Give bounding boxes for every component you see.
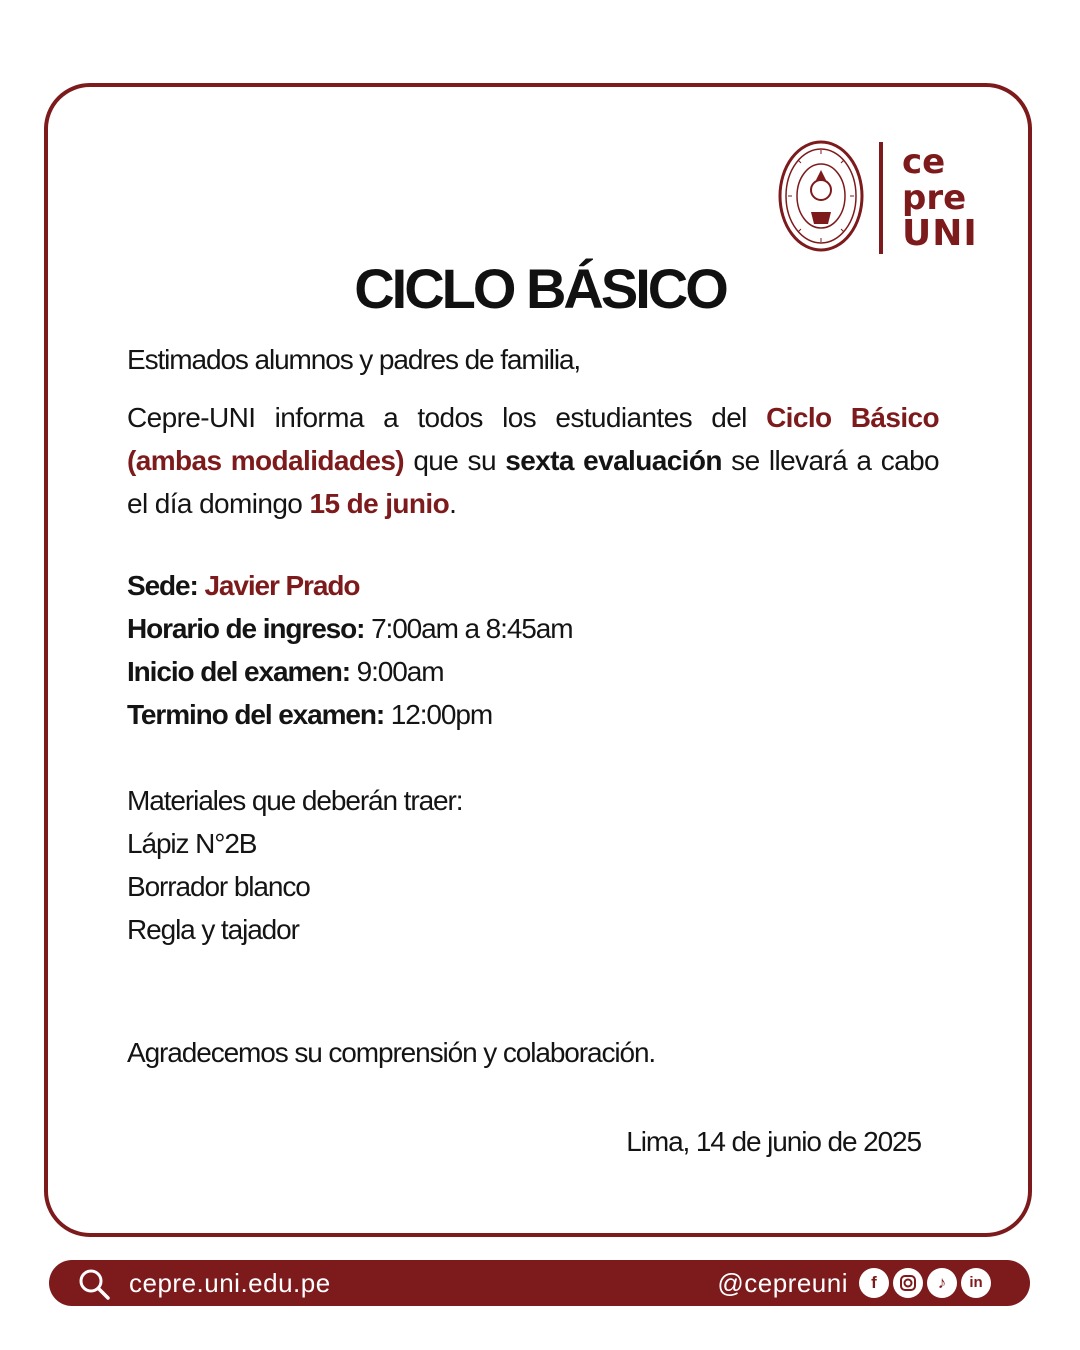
announcement-text-1: Cepre-UNI informa a todos los estudiantes del (127, 402, 767, 433)
termino-label: Termino del examen: (127, 699, 385, 730)
material-item: Regla y tajador (127, 914, 299, 945)
sede-line (127, 570, 359, 602)
logo-divider (879, 142, 883, 254)
announcement-text-4: . (449, 488, 457, 519)
brand-line-1: ce (902, 142, 946, 182)
instagram-icon[interactable] (893, 1268, 923, 1298)
social-handle[interactable]: @cepreuni (717, 1268, 848, 1298)
date-highlight: 15 de junio (309, 488, 450, 519)
ingreso-label: Horario de ingreso: (127, 613, 365, 644)
evaluation-highlight: sexta evaluación (505, 445, 722, 476)
inicio-label: Inicio del examen: (127, 656, 350, 687)
website-link[interactable]: cepre.uni.edu.pe (129, 1268, 331, 1298)
termino-line (127, 699, 492, 731)
page-title: CICLO BÁSICO (354, 257, 726, 320)
tiktok-icon[interactable]: ♪ (927, 1268, 957, 1298)
materials-heading: Materiales que deberán traer: (127, 785, 463, 816)
uni-seal-icon (778, 140, 864, 252)
linkedin-icon[interactable]: in (961, 1268, 991, 1298)
closing-text: Agradecemos su comprensión y colaboración. (127, 1037, 656, 1068)
material-item: Lápiz N°2B (127, 828, 257, 859)
inicio-line (127, 656, 443, 688)
cycle-highlight: Ciclo Básico (ambas modalidades) (127, 402, 940, 476)
footer-bar (49, 1260, 1030, 1306)
announcement-paragraph (127, 396, 939, 525)
brand-line-2: pre (902, 178, 967, 218)
ingreso-line (127, 613, 572, 645)
brand-line-3: UNI (902, 213, 978, 254)
facebook-icon[interactable]: f (859, 1268, 889, 1298)
inicio-value: 9:00am (356, 656, 444, 687)
cepre-uni-wordmark (902, 144, 1002, 252)
ingreso-value: 7:00am a 8:45am (371, 613, 573, 644)
announcement-text-3: se llevará a cabo el día domingo (127, 445, 940, 519)
termino-value: 12:00pm (390, 699, 493, 730)
sede-label: Sede: (127, 570, 198, 601)
search-icon (77, 1267, 111, 1301)
greeting: Estimados alumnos y padres de familia, (127, 344, 581, 375)
date-line: Lima, 14 de junio de 2025 (626, 1126, 921, 1157)
material-item: Borrador blanco (127, 871, 310, 902)
sede-value: Javier Prado (204, 570, 360, 601)
announcement-text-2: que su (404, 445, 506, 476)
